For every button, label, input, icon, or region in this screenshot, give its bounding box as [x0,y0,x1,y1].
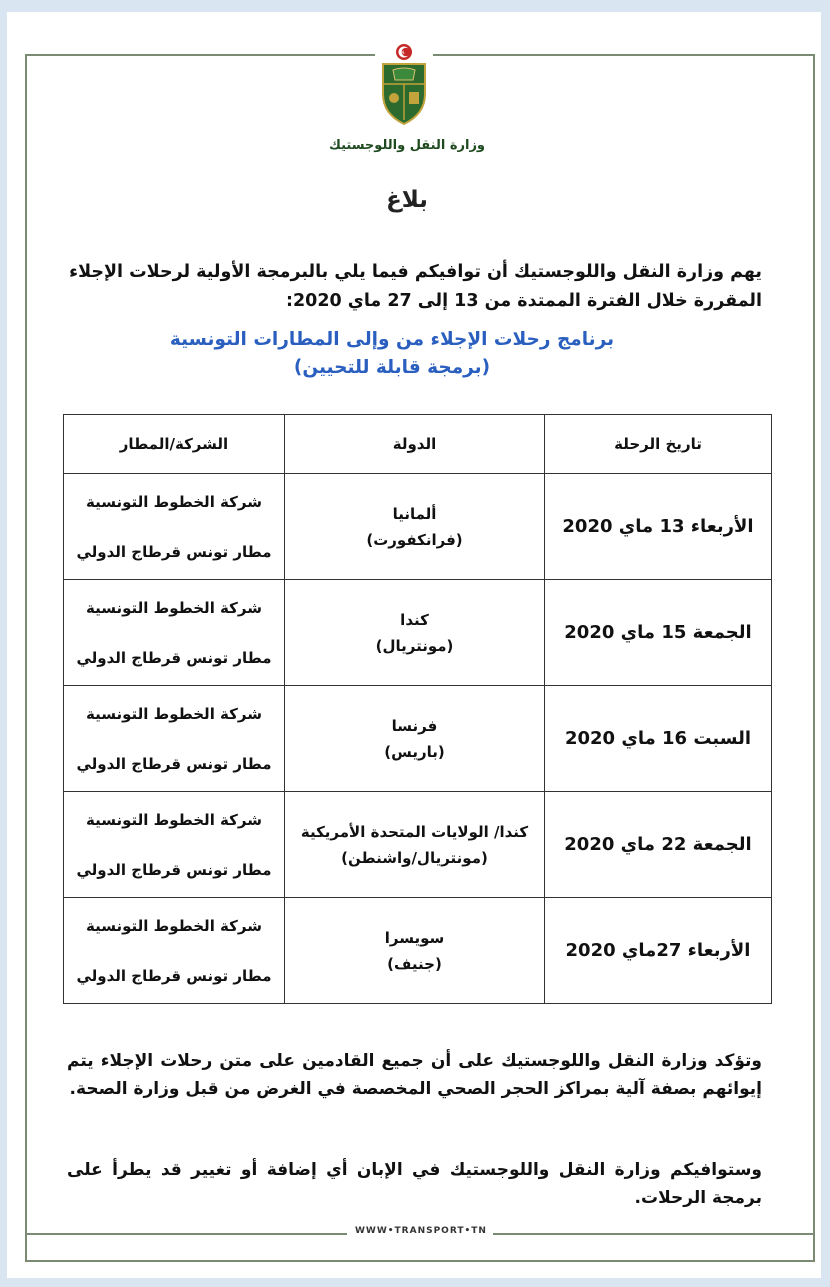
country-name: سويسرا [384,928,445,947]
table-row [64,686,772,792]
quarantine-paragraph: وتؤكد وزارة النقل واللوجستيك على أن جميع القادمين على متن رحلات الإجلاء يتم إيوائهم بصفة آلية بمراكز الحجر الصحي المخصصة في الغرض من قبل وزارة الصحة. [67,1051,762,1099]
header-airline: الشركة/المطار [64,415,285,474]
airline-cell [64,580,285,686]
airline-name: شركة الخطوط التونسية [86,704,262,723]
country-name: كندا [400,610,429,629]
tunisia-coat-of-arms-icon [375,40,433,132]
airport-name: مطار تونس قرطاج الدولي [76,860,272,879]
airport-name: مطار تونس قرطاج الدولي [76,754,272,773]
country-name: كندا/ الولايات المتحدة الأمريكية [300,822,529,841]
city-name: (فرانكفورت) [366,530,463,549]
flight-date: الجمعة 22 ماي 2020 [545,792,772,898]
country-cell [285,898,545,1004]
table-row [64,580,772,686]
ministry-name: وزارة النقل واللوجستيك [328,138,486,153]
table-header-row [64,415,772,474]
intro-paragraph: يهم وزارة النقل واللوجستيك أن توافيكم فيما يلي بالبرمجة الأولية لرحلات الإجلاء المقررة خلال الفترة الممتدة من 13 إلى 27 ماي 2020: [69,262,762,311]
document-page [7,12,821,1278]
program-heading [157,326,627,382]
footer-divider-right [493,1233,815,1235]
country-name: فرنسا [391,716,438,735]
header-country: الدولة [285,415,545,474]
airline-cell [64,474,285,580]
announcement-title: بلاغ [386,187,428,213]
flight-date: الأربعاء 13 ماي 2020 [545,474,772,580]
updates-paragraph: وستوافيكم وزارة النقل واللوجستيك في الإبان أي إضافة أو تغيير قد يطرأ على برمجة الرحلات. [67,1160,762,1208]
city-name: (مونتريال/واشنطن) [341,848,488,867]
flight-date: الأربعاء 27ماي 2020 [545,898,772,1004]
airport-name: مطار تونس قرطاج الدولي [76,542,272,561]
flight-date: السبت 16 ماي 2020 [545,686,772,792]
table-row [64,898,772,1004]
country-name: ألمانيا [392,504,437,523]
program-subtitle: (برمجة قابلة للتحيين) [293,357,491,378]
country-cell [285,580,545,686]
city-name: (باريس) [384,742,445,761]
country-cell [285,474,545,580]
city-name: (مونتريال) [375,636,454,655]
header-date: تاريخ الرحلة [545,415,772,474]
airline-cell [64,898,285,1004]
airline-name: شركة الخطوط التونسية [86,810,262,829]
flights-table [63,414,772,1004]
footer-divider-left [25,1233,347,1235]
airline-name: شركة الخطوط التونسية [86,492,262,511]
emblem-container [375,40,433,132]
airline-cell [64,792,285,898]
airline-cell [64,686,285,792]
country-cell [285,686,545,792]
footer-website: WWW•TRANSPORT•TN [355,1226,487,1236]
flight-date: الجمعة 15 ماي 2020 [545,580,772,686]
program-title: برنامج رحلات الإجلاء من وإلى المطارات التونسية [169,329,615,350]
airport-name: مطار تونس قرطاج الدولي [76,966,272,985]
airline-name: شركة الخطوط التونسية [86,916,262,935]
airport-name: مطار تونس قرطاج الدولي [76,648,272,667]
table-row [64,474,772,580]
country-cell [285,792,545,898]
city-name: (جنيف) [387,954,442,973]
table-row [64,792,772,898]
airline-name: شركة الخطوط التونسية [86,598,262,617]
